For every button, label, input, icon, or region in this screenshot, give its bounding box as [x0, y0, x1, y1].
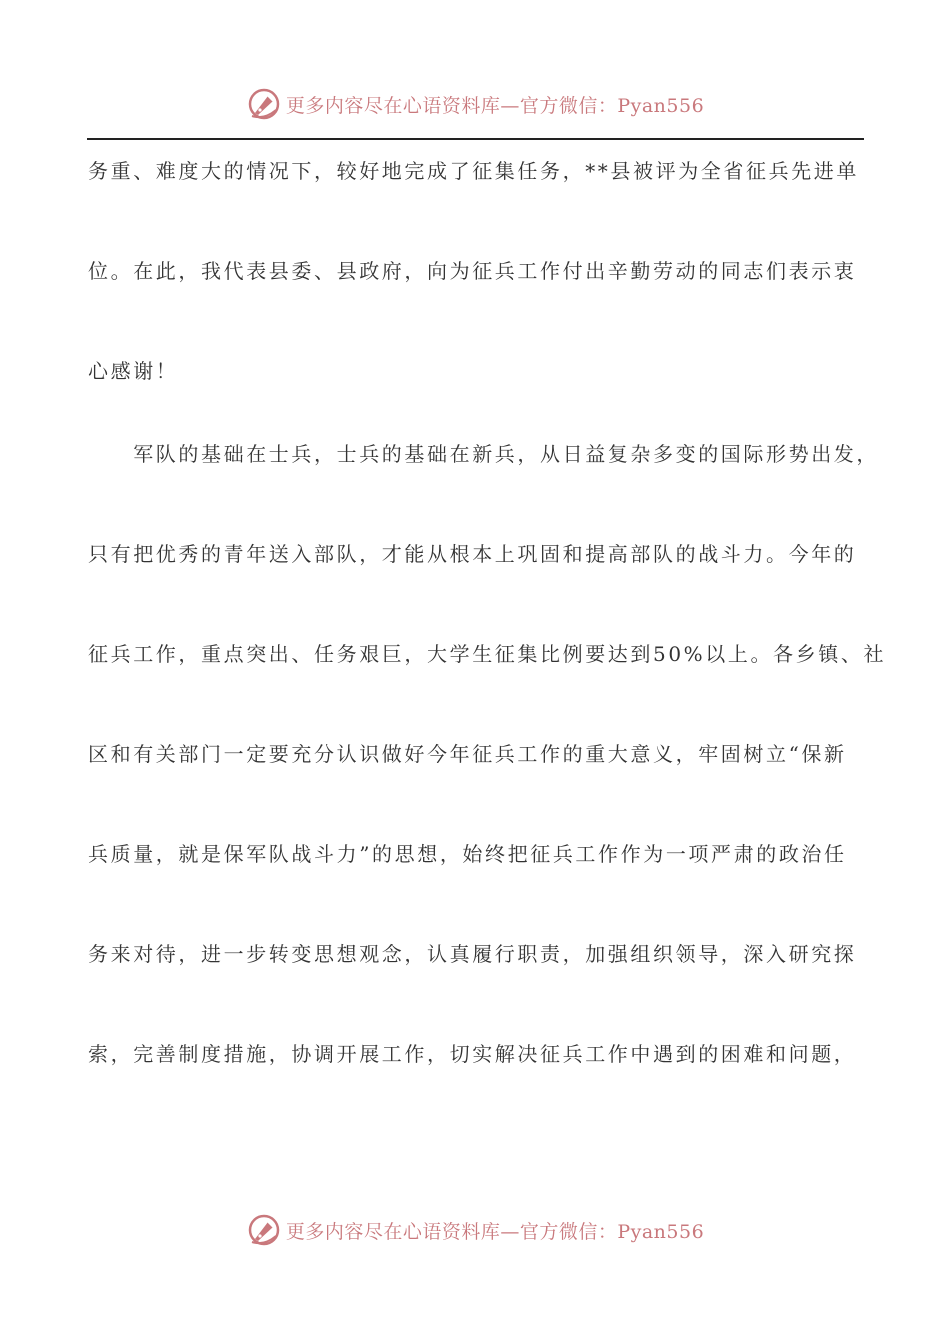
- body-line: 心感谢！: [88, 359, 179, 383]
- footer-banner-text: 更多内容尽在心语资料库—官方微信：Pyan556: [285, 1220, 705, 1243]
- pen-nib-logo-icon: [246, 1212, 282, 1248]
- body-line: 区和有关部门一定要充分认识做好今年征兵工作的重大意义，牢固树立“保新: [88, 742, 847, 766]
- body-line: 征兵工作，重点突出、任务艰巨，大学生征集比例要达到50%以上。各乡镇、社: [88, 642, 887, 666]
- document-body: [88, 148, 887, 1131]
- body-line: 索，完善制度措施，协调开展工作，切实解决征兵工作中遇到的困难和问题，: [88, 1042, 857, 1066]
- header-banner-text: 更多内容尽在心语资料库—官方微信：Pyan556: [285, 94, 705, 117]
- body-line: 军队的基础在士兵，士兵的基础在新兵，从日益复杂多变的国际形势出发，: [88, 442, 879, 466]
- pen-nib-logo-icon: [246, 86, 282, 122]
- body-line: 只有把优秀的青年送入部队，才能从根本上巩固和提高部队的战斗力。今年的: [88, 542, 857, 566]
- header-divider: [87, 138, 864, 140]
- body-line: 务重、难度大的情况下，较好地完成了征集任务，**县被评为全省征兵先进单: [88, 159, 859, 183]
- body-line: 兵质量，就是保军队战斗力”的思想，始终把征兵工作作为一项严肃的政治任: [88, 842, 847, 866]
- body-line: 务来对待，进一步转变思想观念，认真履行职责，加强组织领导，深入研究探: [88, 942, 857, 966]
- body-line: 位。在此，我代表县委、县政府，向为征兵工作付出辛勤劳动的同志们表示衷: [88, 259, 857, 283]
- footer-banner: [0, 1208, 950, 1252]
- header-banner: [0, 82, 950, 126]
